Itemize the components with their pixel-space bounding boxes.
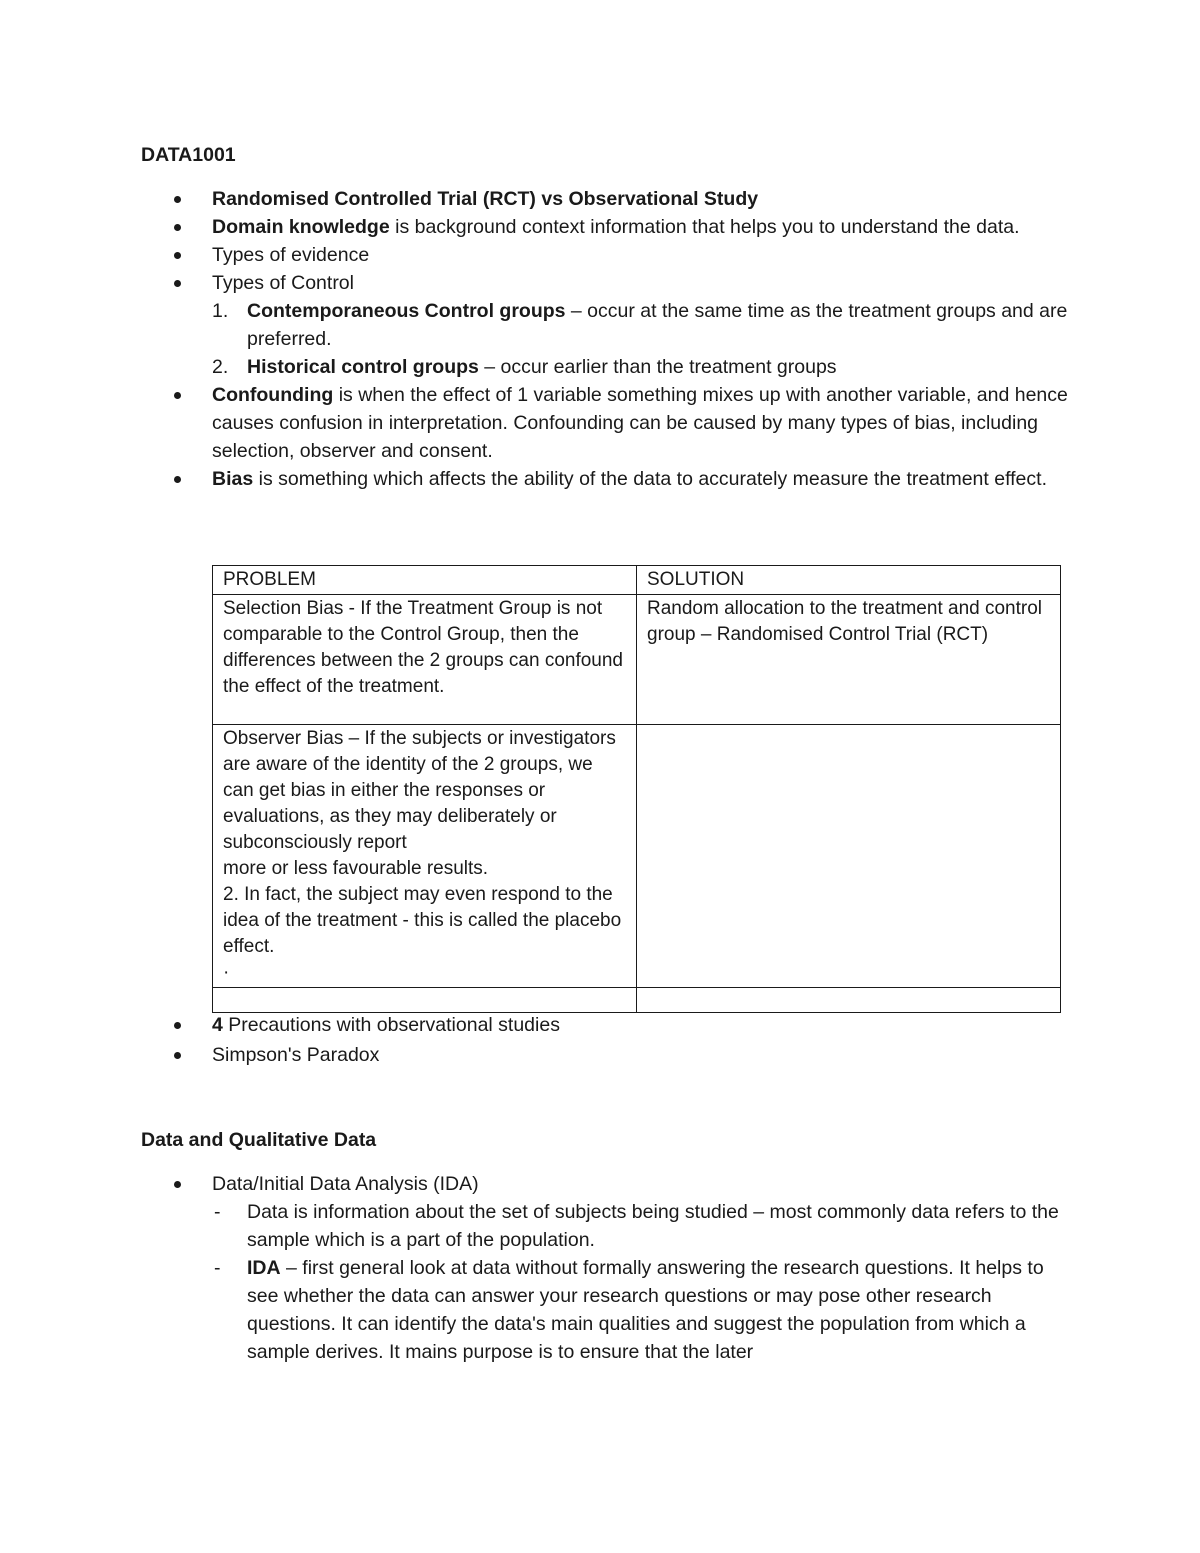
control-term: Historical control groups <box>247 356 479 378</box>
bias-term: Bias <box>212 468 254 490</box>
rct-heading: Randomised Controlled Trial (RCT) vs Observational Study <box>212 188 759 210</box>
precautions-text: Precautions with observational studies <box>222 1014 560 1036</box>
ida-term: IDA <box>247 1257 281 1279</box>
table-cell <box>213 988 637 1013</box>
header-solution: SOLUTION <box>637 566 1061 595</box>
list-item <box>141 381 1071 465</box>
list-item <box>141 1041 1071 1069</box>
control-text: Types of Control <box>212 272 354 294</box>
course-title: DATA1001 <box>141 144 236 166</box>
table-cell <box>213 595 637 725</box>
list-item <box>141 353 1071 381</box>
bullet-list-after-table <box>141 1011 1071 1069</box>
ida-definition: – first general look at data without formally answering the research questions. It helps to see whether the data can answer your research questions or may pose other research questions. It can identify the data's main qualities and suggest the population from which a sample derives. It mains purpose is to ensure that the later <box>247 1257 1044 1363</box>
observer-bias-text: Observer Bias – If the subjects or investigators are aware of the identity of the 2 groups, we can get bias in either the responses or evaluations, as they may deliberately or subconsciously report <box>223 728 616 853</box>
bullet-list-main <box>141 185 1071 493</box>
list-item <box>141 1254 1071 1366</box>
placebo-text: 2. In fact, the subject may even respond to the idea of the treatment - this is called the placebo effect. <box>223 884 622 957</box>
list-number: 2. <box>212 356 229 378</box>
ida-heading: Data/Initial Data Analysis (IDA) <box>212 1173 479 1195</box>
control-desc: – occur at the same time as the treatment groups and are preferred. <box>247 300 1068 350</box>
observer-bias-text-cont: more or less favourable results. <box>223 858 489 879</box>
confounding-text: is when the effect of 1 variable something mixes up with another variable, and hence causes confusion in interpretation. Confounding can be caused by many types of bias, including selection, observer and consent. <box>212 384 1068 462</box>
data-definition: Data is information about the set of subjects being studied – most commonly data refers to the sample which is a part of the population. <box>247 1201 1059 1251</box>
control-desc: – occur earlier than the treatment groups <box>478 356 837 378</box>
table-header-row <box>213 566 1061 595</box>
bullet-list-section2 <box>141 1170 1071 1366</box>
list-item <box>141 297 1071 353</box>
bias-table <box>212 565 1061 1013</box>
list-item <box>141 269 1071 297</box>
section-title: Data and Qualitative Data <box>141 1129 377 1151</box>
table-cell <box>213 725 637 988</box>
list-number: 1. <box>212 300 229 322</box>
header-problem: PROBLEM <box>213 566 637 595</box>
list-item <box>141 185 1071 213</box>
list-item <box>141 241 1071 269</box>
table-cell <box>637 595 1061 725</box>
table-row <box>213 595 1061 725</box>
selection-bias-solution: Random allocation to the treatment and control group – Randomised Control Trial (RCT) <box>647 598 1043 645</box>
domain-term: Domain knowledge <box>212 216 390 238</box>
list-item <box>141 465 1071 493</box>
precautions-num: 4 <box>212 1014 223 1036</box>
simpson-text: Simpson's Paradox <box>212 1044 380 1066</box>
evidence-text: Types of evidence <box>212 244 370 266</box>
table-cell <box>637 988 1061 1013</box>
table-row <box>213 725 1061 988</box>
list-item <box>141 1170 1071 1198</box>
list-item <box>141 213 1071 241</box>
table-row <box>213 988 1061 1013</box>
confounding-term: Confounding <box>212 384 334 406</box>
bias-text: is something which affects the ability of the data to accurately measure the treatment effect. <box>253 468 1047 490</box>
table-cell <box>637 725 1061 988</box>
selection-bias-text: Selection Bias - If the Treatment Group is not comparable to the Control Group, then the <box>223 598 603 645</box>
list-item <box>141 1198 1071 1254</box>
control-term: Contemporaneous Control groups <box>247 300 566 322</box>
list-item <box>141 1011 1071 1039</box>
domain-text: is background context information that helps you to understand the data. <box>389 216 1020 238</box>
stray-bullet: · <box>223 962 230 983</box>
selection-bias-text-cont: differences between the 2 groups can confound the effect of the treatment. <box>223 650 623 697</box>
